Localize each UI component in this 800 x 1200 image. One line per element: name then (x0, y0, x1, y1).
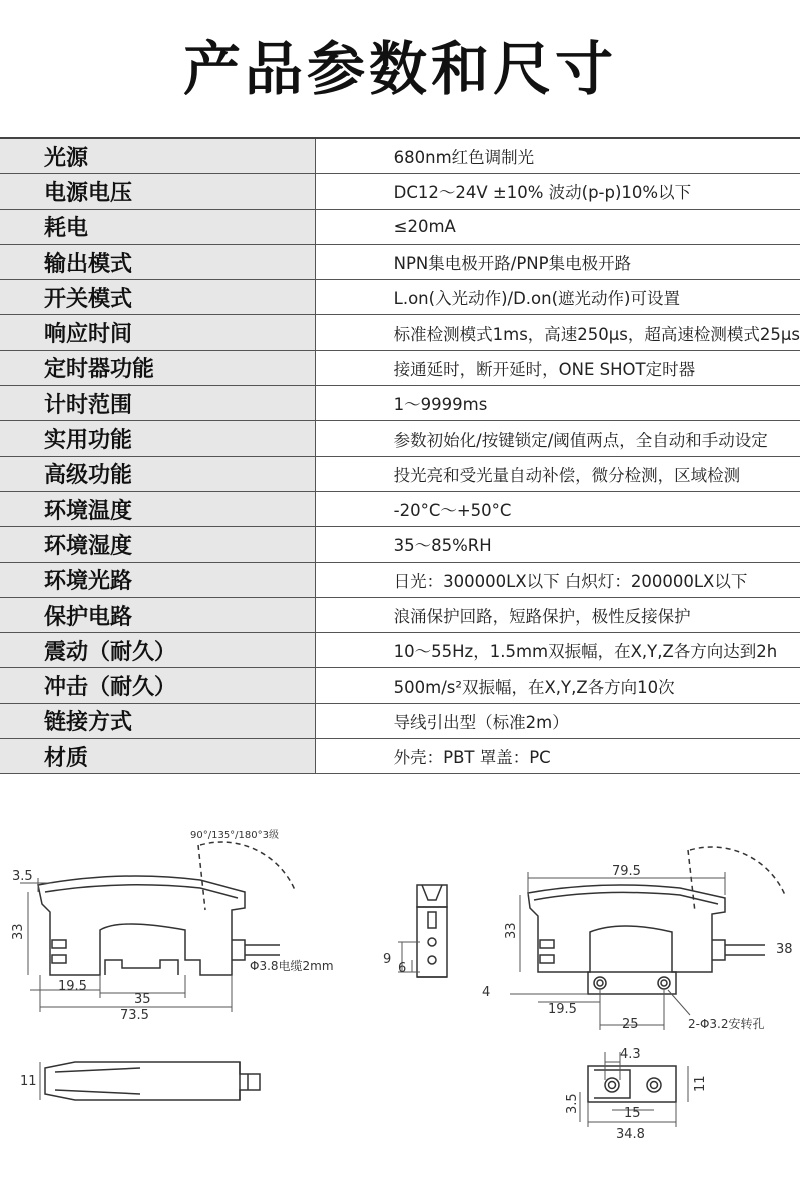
spec-value: 浪涌保护回路，短路保护，极性反接保护 (315, 597, 800, 632)
spec-label: 计时范围 (0, 386, 315, 421)
spec-row (0, 244, 800, 279)
side-dim-9: 9 (383, 952, 392, 967)
spec-row (0, 491, 800, 526)
bracket-dim-34-8: 34.8 (616, 1127, 645, 1142)
spec-value: 500m/s²双振幅，在X,Y,Z各方向10次 (315, 668, 800, 703)
spec-value: 接通延时，断开延时，ONE SHOT定时器 (315, 350, 800, 385)
spec-row (0, 527, 800, 562)
spec-label: 开关模式 (0, 280, 315, 315)
spec-row (0, 350, 800, 385)
spec-row (0, 562, 800, 597)
spec-value: 1～9999ms (315, 386, 800, 421)
spec-row (0, 739, 800, 774)
bracket-bottom-view (588, 1066, 676, 1102)
angle-note: 90°/135°/180°3级 (190, 830, 279, 841)
spec-value: 日光：300000LX以下 白炽灯：200000LX以下 (315, 562, 800, 597)
spec-row (0, 174, 800, 209)
right-dim-33: 33 (504, 922, 519, 939)
spec-value: DC12～24V ±10% 波动(p-p)10%以下 (315, 174, 800, 209)
right-dim-4: 4 (482, 985, 491, 1000)
bracket-dim-3-5: 3.5 (565, 1093, 580, 1114)
spec-value: 参数初始化/按键锁定/阈值两点，全自动和手动设定 (315, 421, 800, 456)
spec-label: 材质 (0, 739, 315, 774)
spec-value: 10～55Hz，1.5mm双振幅，在X,Y,Z各方向达到2h (315, 633, 800, 668)
spec-label: 保护电路 (0, 597, 315, 632)
spec-row (0, 633, 800, 668)
right-dim-79-5: 79.5 (612, 864, 641, 879)
right-dim-25: 25 (622, 1017, 639, 1032)
cable-note: Φ3.8电缆2mm (250, 959, 334, 973)
spec-label: 电源电压 (0, 174, 315, 209)
spec-table (0, 137, 800, 774)
spec-label: 链接方式 (0, 703, 315, 738)
left-dim-73-5: 73.5 (120, 1008, 149, 1023)
left-dim-3-5: 3.5 (12, 869, 33, 884)
spec-value: 35～85%RH (315, 527, 800, 562)
spec-label: 光源 (0, 138, 315, 174)
top-view (45, 1062, 260, 1100)
spec-label: 冲击（耐久） (0, 668, 315, 703)
spec-value: 外壳：PBT 罩盖：PC (315, 739, 800, 774)
spec-label: 震动（耐久） (0, 633, 315, 668)
left-front-view (38, 842, 295, 975)
left-dim-35: 35 (134, 992, 151, 1007)
side-dim-6: 6 (398, 961, 407, 976)
spec-row (0, 703, 800, 738)
spec-label: 环境温度 (0, 491, 315, 526)
bracket-dim-15: 15 (624, 1106, 641, 1121)
spec-value: 导线引出型（标准2m） (315, 703, 800, 738)
right-dim-19-5: 19.5 (548, 1002, 577, 1017)
spec-value: 标准检测模式1ms，高速250μs，超高速检测模式25μs (315, 315, 800, 350)
spec-row (0, 315, 800, 350)
dimension-drawing (0, 800, 800, 1200)
spec-value: 投光亮和受光量自动补偿，微分检测，区域检测 (315, 456, 800, 491)
spec-label: 环境湿度 (0, 527, 315, 562)
spec-row (0, 421, 800, 456)
spec-row (0, 138, 800, 174)
top-dim-11: 11 (20, 1074, 37, 1089)
spec-label: 定时器功能 (0, 350, 315, 385)
page-title: 产品参数和尺寸 (182, 35, 617, 103)
spec-label: 耗电 (0, 209, 315, 244)
spec-row (0, 456, 800, 491)
right-front-view (528, 847, 785, 994)
bracket-side-view (417, 885, 447, 977)
spec-value: ≤20mA (315, 209, 800, 244)
spec-value: NPN集电极开路/PNP集电极开路 (315, 244, 800, 279)
spec-value: -20°C～+50°C (315, 491, 800, 526)
spec-label: 高级功能 (0, 456, 315, 491)
spec-label: 输出模式 (0, 244, 315, 279)
left-dim-19-5: 19.5 (58, 979, 87, 994)
spec-row (0, 668, 800, 703)
spec-row (0, 597, 800, 632)
spec-value: 680nm红色调制光 (315, 138, 800, 174)
left-dim-33: 33 (11, 923, 26, 940)
spec-row (0, 280, 800, 315)
spec-label: 环境光路 (0, 562, 315, 597)
bracket-dim-11: 11 (693, 1075, 708, 1092)
right-dim-38: 38 (776, 942, 793, 957)
spec-label: 实用功能 (0, 421, 315, 456)
spec-row (0, 209, 800, 244)
bracket-dim-4-3: 4.3 (620, 1047, 641, 1062)
spec-row (0, 386, 800, 421)
hole-note: 2-Φ3.2安转孔 (688, 1017, 765, 1031)
spec-value: L.on(入光动作)/D.on(遮光动作)可设置 (315, 280, 800, 315)
spec-label: 响应时间 (0, 315, 315, 350)
